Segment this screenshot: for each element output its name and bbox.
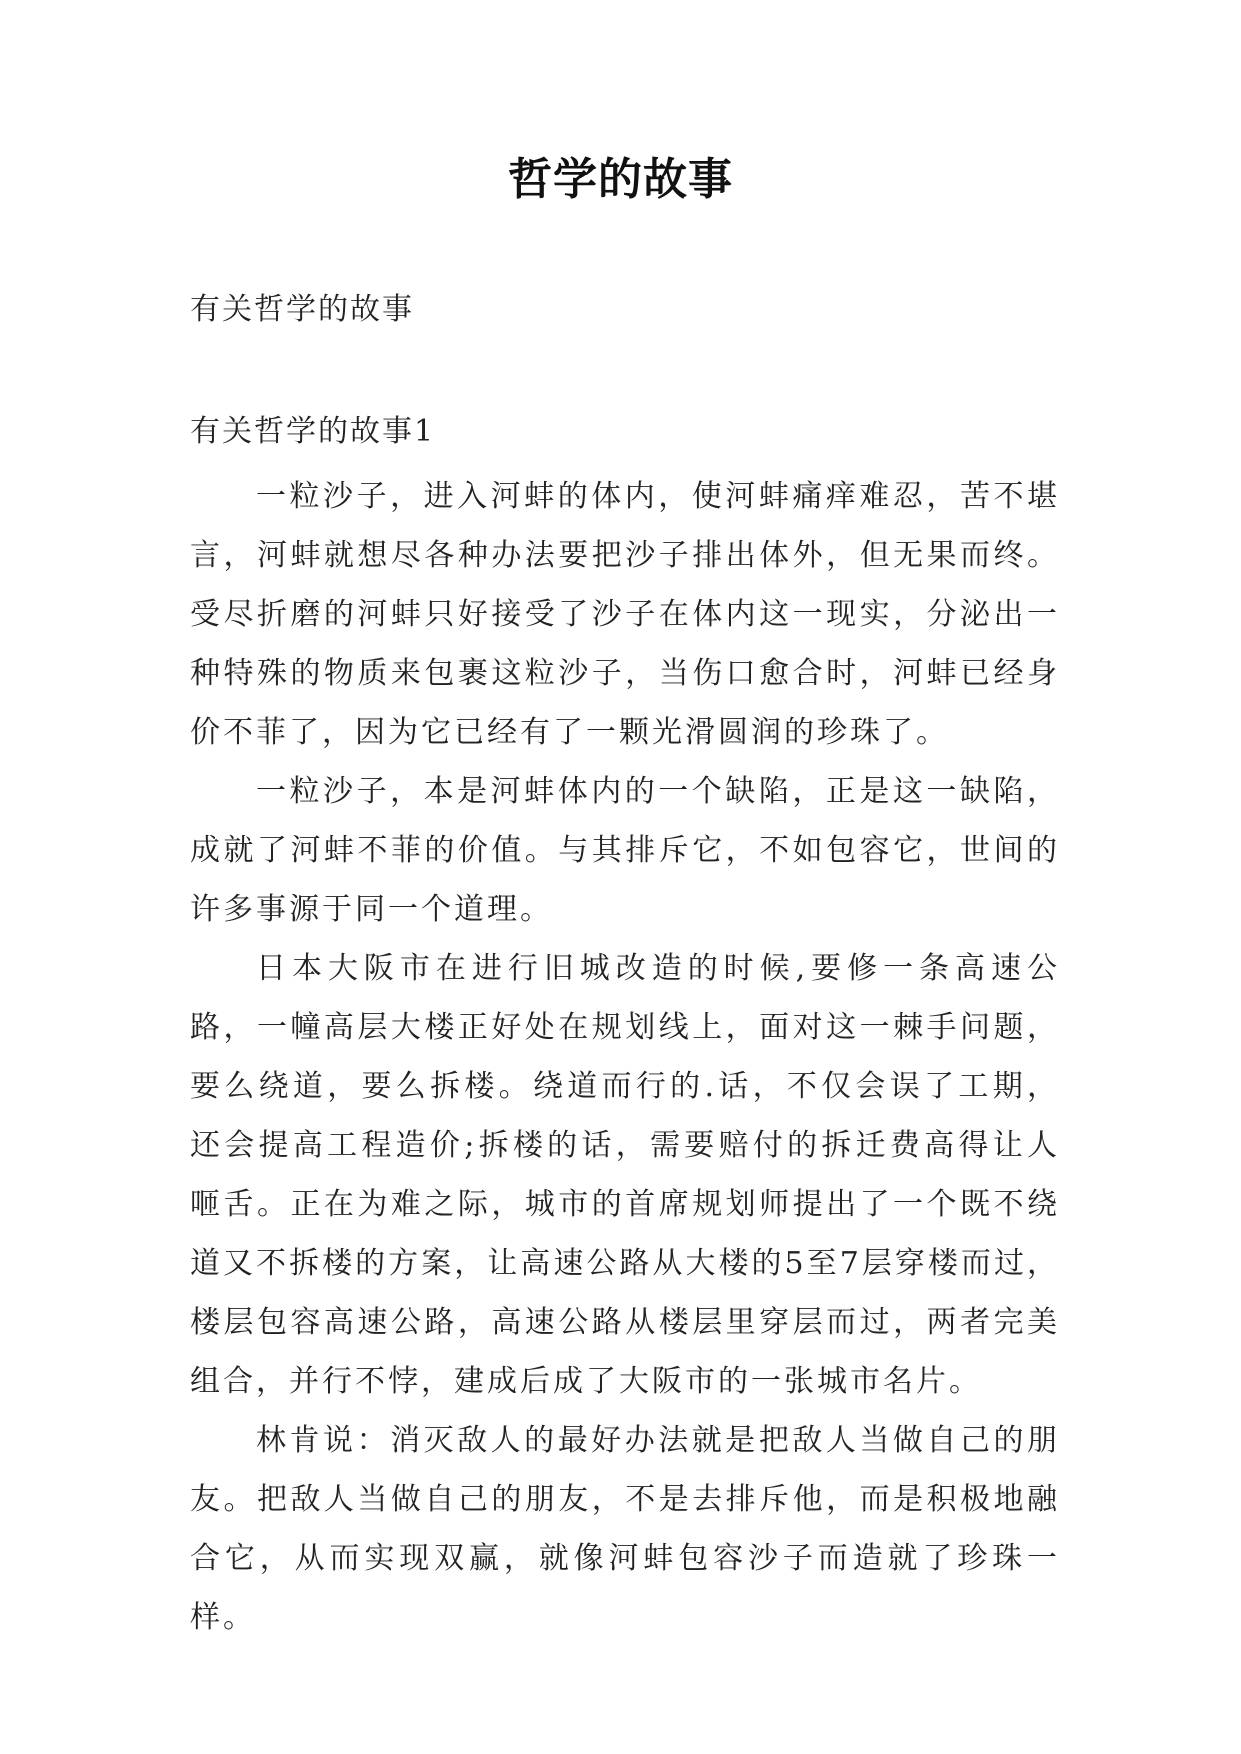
paragraph: 一粒沙子，本是河蚌体内的一个缺陷，正是这一缺陷，成就了河蚌不菲的价值。与其排斥它，不如包容它，世间的许多事源于同一个道理。: [190, 774, 1060, 927]
body-text: [190, 467, 1060, 1647]
paragraph: 日本大阪市在进行旧城改造的时候,要修一条高速公路，一幢高层大楼正好处在规划线上，面对这一棘手问题，要么绕道，要么拆楼。绕道而行的.话，不仅会误了工期，还会提高工程造价;拆楼的话，需要赔付的拆迁费高得让人咂舌。正在为难之际，城市的首席规划师提出了一个既不绕道又不拆楼的方案，让高速公路从大楼的5至7层穿楼而过，楼层包容高速公路，高速公路从楼层里穿层而过，两者完美组合，并行不悖，建成后成了大阪市的一张城市名片。: [190, 951, 1060, 1399]
paragraph: 林肯说：消灭敌人的最好办法就是把敌人当做自己的朋友。把敌人当做自己的朋友，不是去排斥他，而是积极地融合它，从而实现双赢，就像河蚌包容沙子而造就了珍珠一样。: [190, 1423, 1060, 1635]
document-subtitle: 有关哲学的故事: [190, 292, 414, 327]
paragraph: 一粒沙子，进入河蚌的体内，使河蚌痛痒难忍，苦不堪言，河蚌就想尽各种办法要把沙子排出体外，但无果而终。受尽折磨的河蚌只好接受了沙子在体内这一现实，分泌出一种特殊的物质来包裹这粒沙子，当伤口愈合时，河蚌已经身价不菲了，因为它已经有了一颗光滑圆润的珍珠了。: [190, 479, 1060, 750]
section-heading: 有关哲学的故事1: [190, 414, 436, 449]
document-title: 哲学的故事: [508, 154, 733, 205]
